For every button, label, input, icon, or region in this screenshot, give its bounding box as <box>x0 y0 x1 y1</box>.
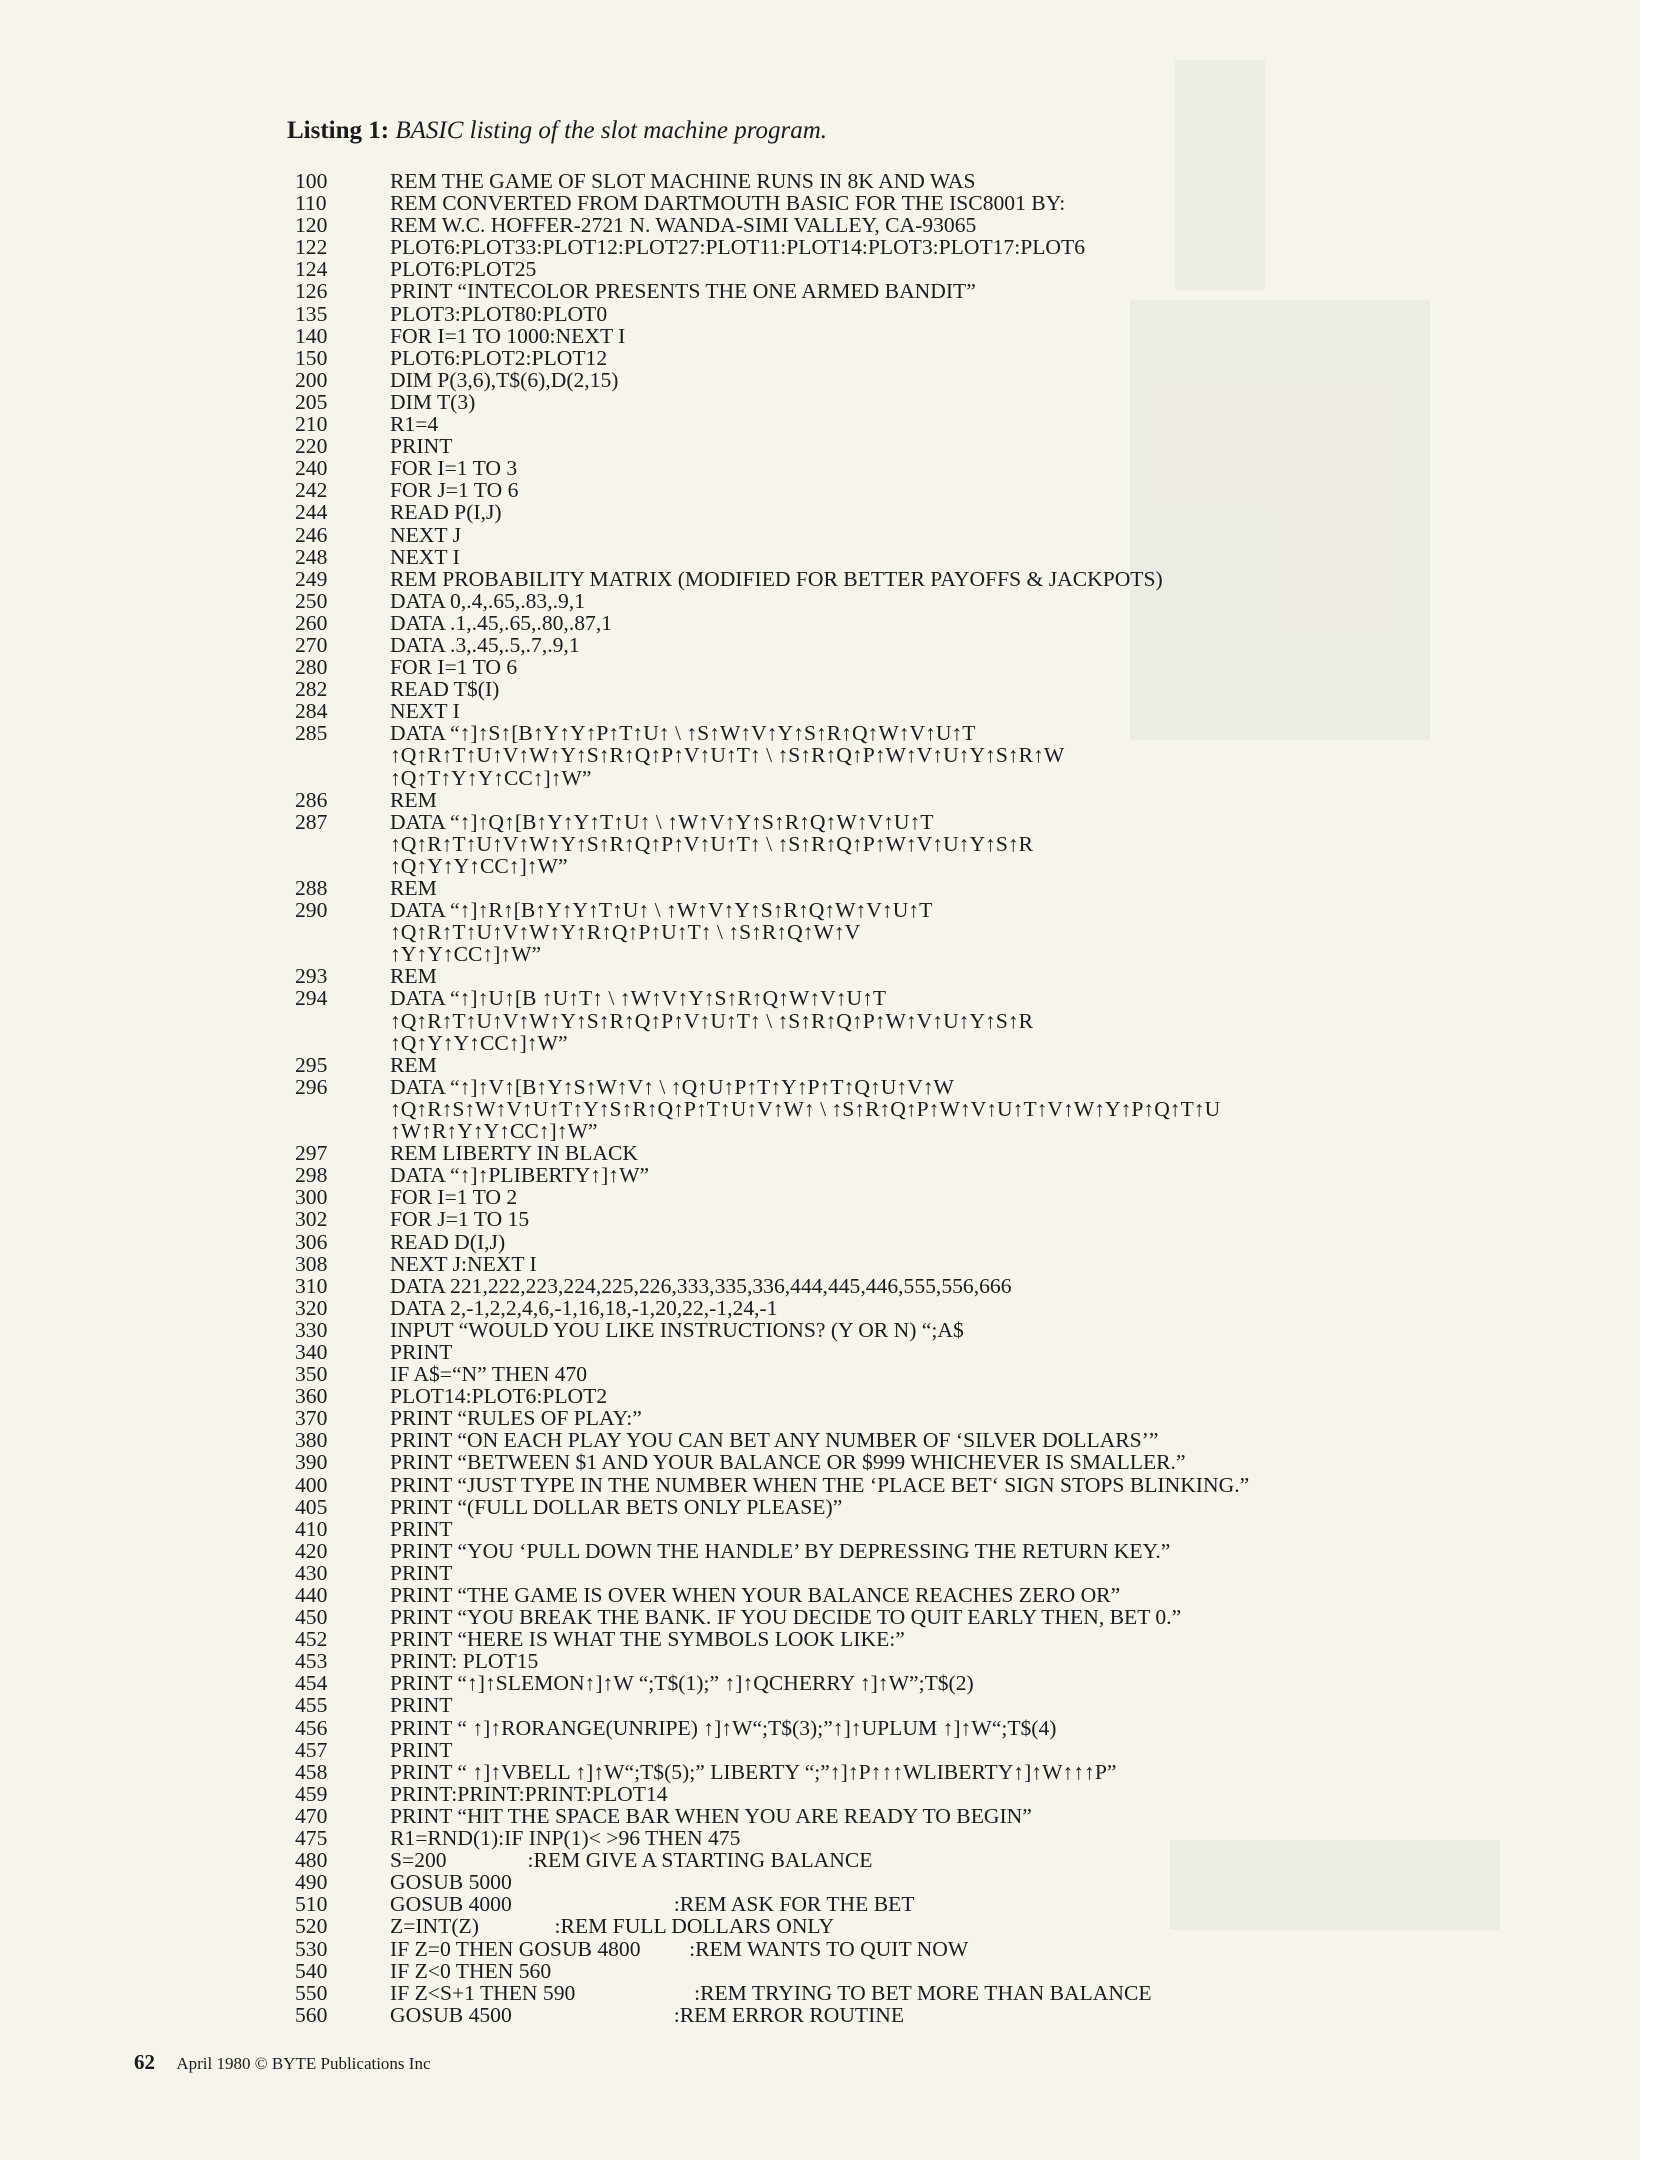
code-line <box>295 1407 1615 1429</box>
line-code: PRINT <box>390 1737 453 1762</box>
line-code: DATA 2,-1,2,2,4,6,-1,16,18,-1,20,22,-1,24,-1 <box>390 1295 778 1320</box>
code-line <box>295 1451 1615 1473</box>
code-line <box>295 767 1615 789</box>
line-number: 452 <box>295 1627 328 1652</box>
line-number: 540 <box>295 1958 328 1983</box>
line-code: REM <box>390 876 437 900</box>
line-code: GOSUB 4500 :REM ERROR ROUTINE <box>390 2002 905 2027</box>
code-line <box>295 280 1615 302</box>
line-code: ↑W↑R↑Y↑Y↑CC↑]↑W” <box>390 1119 598 1144</box>
code-line <box>295 656 1615 678</box>
line-number: 285 <box>295 721 328 746</box>
line-code: FOR I=1 TO 2 <box>390 1185 518 1210</box>
line-code: REM <box>390 964 437 989</box>
code-line <box>295 170 1615 192</box>
line-number: 295 <box>295 1052 328 1077</box>
code-line <box>295 1054 1615 1076</box>
code-line <box>295 501 1615 523</box>
line-number: 220 <box>295 434 328 459</box>
line-code: ↑Q↑T↑Y↑Y↑CC↑]↑W” <box>390 765 592 790</box>
line-number: 294 <box>295 986 328 1011</box>
line-number: 284 <box>295 699 328 724</box>
line-code: PRINT “YOU ‘PULL DOWN THE HANDLE’ BY DEPRESSING THE RETURN KEY.” <box>390 1538 1171 1563</box>
line-code: REM <box>390 1052 437 1077</box>
code-line <box>295 833 1615 855</box>
code-line <box>295 1739 1615 1761</box>
line-number: 244 <box>295 500 328 525</box>
code-line <box>295 1275 1615 1297</box>
line-code: PRINT <box>390 1693 453 1718</box>
code-line <box>295 1960 1615 1982</box>
code-line <box>295 1761 1615 1783</box>
line-code: GOSUB 5000 <box>390 1870 512 1895</box>
line-number: 456 <box>295 1715 328 1740</box>
line-number: 260 <box>295 610 328 635</box>
line-code: DATA “↑]↑PLIBERTY↑]↑W” <box>390 1163 650 1188</box>
line-code: DATA “↑]↑V↑[B↑Y↑S↑W↑V↑ \ ↑Q↑U↑P↑T↑Y↑P↑T↑Q↑U↑V↑W <box>390 1074 954 1099</box>
line-number: 459 <box>295 1781 328 1806</box>
line-number: 458 <box>295 1759 328 1784</box>
line-code: IF Z<S+1 THEN 590 :REM TRYING TO BET MORE THAN BALANCE <box>390 1980 1152 2005</box>
footer-text: April 1980 © BYTE Publications Inc <box>176 2054 431 2073</box>
code-line <box>295 1253 1615 1275</box>
code-line <box>295 1518 1615 1540</box>
line-number: 450 <box>295 1605 328 1630</box>
line-number: 280 <box>295 655 328 680</box>
line-number: 122 <box>295 235 328 260</box>
line-number <box>295 767 390 789</box>
code-line <box>295 634 1615 656</box>
code-line <box>295 1363 1615 1385</box>
line-code: PLOT14:PLOT6:PLOT2 <box>390 1384 608 1409</box>
caption-label: Listing 1: <box>287 117 390 144</box>
line-number: 560 <box>295 2002 328 2027</box>
code-line <box>295 1164 1615 1186</box>
code-line <box>295 258 1615 280</box>
line-code: PRINT <box>390 1516 453 1541</box>
line-number <box>295 921 390 943</box>
line-code: DATA 0,.4,.65,.83,.9,1 <box>390 588 586 613</box>
line-number: 480 <box>295 1848 328 1873</box>
line-code: PRINT “↑]↑SLEMON↑]↑W “;T$(1);” ↑]↑QCHERRY ↑]↑W”;T$(2) <box>390 1671 974 1696</box>
code-listing <box>295 170 1615 2026</box>
line-code: DIM T(3) <box>390 389 476 414</box>
line-number: 310 <box>295 1273 328 1298</box>
code-line <box>295 943 1615 965</box>
line-code: DATA “↑]↑Q↑[B↑Y↑Y↑T↑U↑ \ ↑W↑V↑Y↑S↑R↑Q↑W↑V↑U↑T <box>390 809 934 834</box>
line-code: DATA 221,222,223,224,225,226,333,335,336,444,445,446,555,556,666 <box>390 1273 1012 1298</box>
line-number: 430 <box>295 1560 328 1585</box>
code-line <box>295 347 1615 369</box>
line-number: 457 <box>295 1737 328 1762</box>
line-code: REM PROBABILITY MATRIX (MODIFIED FOR BETTER PAYOFFS & JACKPOTS) <box>390 566 1163 591</box>
line-number: 126 <box>295 279 328 304</box>
code-line <box>295 987 1615 1009</box>
line-code: PRINT “ON EACH PLAY YOU CAN BET ANY NUMBER OF ‘SILVER DOLLARS’” <box>390 1428 1159 1453</box>
line-number: 470 <box>295 1803 328 1828</box>
code-line <box>295 524 1615 546</box>
line-code: NEXT J <box>390 522 461 547</box>
line-number: 302 <box>295 1207 328 1232</box>
line-number: 250 <box>295 588 328 613</box>
code-line <box>295 1893 1615 1915</box>
line-code: PRINT “ ↑]↑RORANGE(UNRIPE) ↑]↑W“;T$(3);”↑]↑UPLUM ↑]↑W“;T$(4) <box>390 1715 1057 1740</box>
code-line <box>295 1540 1615 1562</box>
line-code: READ P(I,J) <box>390 500 502 525</box>
line-number: 453 <box>295 1649 328 1674</box>
line-number: 308 <box>295 1251 328 1276</box>
line-code: GOSUB 4000 :REM ASK FOR THE BET <box>390 1892 915 1917</box>
line-number: 150 <box>295 345 328 370</box>
line-number: 293 <box>295 964 328 989</box>
code-line <box>295 722 1615 744</box>
code-line <box>295 1562 1615 1584</box>
line-code: PLOT6:PLOT25 <box>390 257 537 282</box>
line-number: 370 <box>295 1406 328 1431</box>
line-code: PRINT “(FULL DOLLAR BETS ONLY PLEASE)” <box>390 1494 843 1519</box>
line-code: FOR I=1 TO 3 <box>390 456 518 481</box>
code-line <box>295 590 1615 612</box>
line-code: FOR I=1 TO 6 <box>390 655 518 680</box>
code-line <box>295 1982 1615 2004</box>
line-number: 282 <box>295 677 328 702</box>
line-number: 520 <box>295 1914 328 1939</box>
code-line <box>295 1496 1615 1518</box>
line-code: FOR I=1 TO 1000:NEXT I <box>390 323 626 348</box>
line-number <box>295 1010 390 1032</box>
line-number: 205 <box>295 389 328 414</box>
line-code: DATA “↑]↑U↑[B ↑U↑T↑ \ ↑W↑V↑Y↑S↑R↑Q↑W↑V↑U↑T <box>390 986 887 1011</box>
line-number: 298 <box>295 1163 328 1188</box>
line-number: 248 <box>295 544 328 569</box>
code-line <box>295 236 1615 258</box>
line-number: 249 <box>295 566 328 591</box>
line-code: REM LIBERTY IN BLACK <box>390 1141 639 1166</box>
code-line <box>295 457 1615 479</box>
line-code: ↑Q↑R↑S↑W↑V↑U↑T↑Y↑S↑R↑Q↑P↑T↑U↑V↑W↑ \ ↑S↑R↑Q↑P↑W↑V↑U↑T↑V↑W↑Y↑P↑Q↑T↑U <box>390 1096 1221 1121</box>
line-code: ↑Q↑Y↑Y↑CC↑]↑W” <box>390 1030 568 1055</box>
line-number: 475 <box>295 1826 328 1851</box>
code-line <box>295 1849 1615 1871</box>
line-number: 380 <box>295 1428 328 1453</box>
code-line <box>295 1871 1615 1893</box>
code-line <box>295 1142 1615 1164</box>
code-line <box>295 479 1615 501</box>
line-number: 200 <box>295 367 328 392</box>
line-code: DATA .3,.45,.5,.7,.9,1 <box>390 632 580 657</box>
line-code: PRINT <box>390 434 453 459</box>
code-line <box>295 744 1615 766</box>
line-code: PRINT “INTECOLOR PRESENTS THE ONE ARMED BANDIT” <box>390 279 976 304</box>
line-number: 400 <box>295 1472 328 1497</box>
line-number: 454 <box>295 1671 328 1696</box>
code-line <box>295 1606 1615 1628</box>
line-code: IF Z=0 THEN GOSUB 4800 :REM WANTS TO QUIT NOW <box>390 1936 969 1961</box>
code-line <box>295 1120 1615 1142</box>
page-edge <box>1640 0 1666 2160</box>
code-line <box>295 921 1615 943</box>
code-line <box>295 1474 1615 1496</box>
code-line <box>295 1827 1615 1849</box>
line-number: 300 <box>295 1185 328 1210</box>
line-code: REM W.C. HOFFER-2721 N. WANDA-SIMI VALLEY, CA-93065 <box>390 213 977 238</box>
line-code: FOR J=1 TO 6 <box>390 478 519 503</box>
code-line <box>295 678 1615 700</box>
code-line <box>295 1076 1615 1098</box>
line-code: ↑Q↑R↑T↑U↑V↑W↑Y↑S↑R↑Q↑P↑V↑U↑T↑ \ ↑S↑R↑Q↑P↑W↑V↑U↑Y↑S↑R <box>390 831 1034 856</box>
code-line <box>295 1186 1615 1208</box>
line-number: 455 <box>295 1693 328 1718</box>
code-line <box>295 1805 1615 1827</box>
line-number: 340 <box>295 1339 328 1364</box>
code-line <box>295 1717 1615 1739</box>
code-line <box>295 700 1615 722</box>
code-line <box>295 899 1615 921</box>
line-code: ↑Q↑Y↑Y↑CC↑]↑W” <box>390 853 568 878</box>
line-code: IF A$=“N” THEN 470 <box>390 1362 588 1387</box>
code-line <box>295 1385 1615 1407</box>
line-number <box>295 1120 390 1142</box>
line-code: PRINT “JUST TYPE IN THE NUMBER WHEN THE ‘PLACE BET‘ SIGN STOPS BLINKING.” <box>390 1472 1250 1497</box>
code-line <box>295 877 1615 899</box>
line-number: 420 <box>295 1538 328 1563</box>
line-number: 510 <box>295 1892 328 1917</box>
line-code: PRINT “HIT THE SPACE BAR WHEN YOU ARE READY TO BEGIN” <box>390 1803 1032 1828</box>
line-number: 287 <box>295 809 328 834</box>
line-code: DATA .1,.45,.65,.80,.87,1 <box>390 610 613 635</box>
line-number: 550 <box>295 1980 328 2005</box>
line-code: PRINT:PRINT:PRINT:PLOT14 <box>390 1781 668 1806</box>
line-code: PRINT “RULES OF PLAY:” <box>390 1406 642 1431</box>
code-line <box>295 192 1615 214</box>
line-code: R1=RND(1):IF INP(1)< >96 THEN 475 <box>390 1826 741 1851</box>
code-line <box>295 325 1615 347</box>
line-number <box>295 943 390 965</box>
line-number: 270 <box>295 632 328 657</box>
line-code: REM <box>390 787 437 812</box>
code-line <box>295 965 1615 987</box>
code-line <box>295 413 1615 435</box>
line-code: IF Z<0 THEN 560 <box>390 1958 552 1983</box>
line-code: REM THE GAME OF SLOT MACHINE RUNS IN 8K AND WAS <box>390 169 976 193</box>
line-code: PRINT “BETWEEN $1 AND YOUR BALANCE OR $999 WHICHEVER IS SMALLER.” <box>390 1450 1186 1475</box>
code-line <box>295 1208 1615 1230</box>
line-number: 360 <box>295 1384 328 1409</box>
line-number: 120 <box>295 213 328 238</box>
line-number <box>295 744 390 766</box>
code-line <box>295 1010 1615 1032</box>
line-number: 297 <box>295 1141 328 1166</box>
code-line <box>295 1429 1615 1451</box>
line-code: ↑Q↑R↑T↑U↑V↑W↑Y↑R↑Q↑P↑U↑T↑ \ ↑S↑R↑Q↑W↑V <box>390 920 861 945</box>
code-line <box>295 855 1615 877</box>
line-code: NEXT J:NEXT I <box>390 1251 537 1276</box>
page-number: 62 <box>134 2050 155 2074</box>
line-code: DATA “↑]↑R↑[B↑Y↑Y↑T↑U↑ \ ↑W↑V↑Y↑S↑R↑Q↑W↑V↑U↑T <box>390 898 933 923</box>
code-line <box>295 214 1615 236</box>
line-number: 390 <box>295 1450 328 1475</box>
line-number: 242 <box>295 478 328 503</box>
line-code: PRINT <box>390 1339 453 1364</box>
line-code: PRINT <box>390 1560 453 1585</box>
code-line <box>295 1098 1615 1120</box>
code-line <box>295 1584 1615 1606</box>
code-line <box>295 568 1615 590</box>
line-number: 350 <box>295 1362 328 1387</box>
line-code: ↑Q↑R↑T↑U↑V↑W↑Y↑S↑R↑Q↑P↑V↑U↑T↑ \ ↑S↑R↑Q↑P↑W↑V↑U↑Y↑S↑R <box>390 1008 1034 1033</box>
line-code: PRINT “THE GAME IS OVER WHEN YOUR BALANCE REACHES ZERO OR” <box>390 1583 1121 1607</box>
code-line <box>295 1341 1615 1363</box>
code-line <box>295 1297 1615 1319</box>
code-line <box>295 612 1615 634</box>
line-code: ↑Q↑R↑T↑U↑V↑W↑Y↑S↑R↑Q↑P↑V↑U↑T↑ \ ↑S↑R↑Q↑P↑W↑V↑U↑Y↑S↑R↑W <box>390 743 1065 768</box>
line-number: 290 <box>295 898 328 923</box>
code-line <box>295 435 1615 457</box>
code-line <box>295 546 1615 568</box>
line-number: 135 <box>295 301 328 326</box>
code-line <box>295 1694 1615 1716</box>
line-code: ↑Y↑Y↑CC↑]↑W” <box>390 942 542 967</box>
page-footer <box>134 2050 431 2075</box>
code-line <box>295 391 1615 413</box>
code-line <box>295 1938 1615 1960</box>
line-number: 124 <box>295 257 328 282</box>
caption-text: BASIC listing of the slot machine program. <box>395 117 828 144</box>
line-number: 288 <box>295 876 328 900</box>
line-number: 440 <box>295 1583 328 1607</box>
line-number: 320 <box>295 1295 328 1320</box>
line-code: PLOT6:PLOT33:PLOT12:PLOT27:PLOT11:PLOT14:PLOT3:PLOT17:PLOT6 <box>390 235 1086 260</box>
line-number: 100 <box>295 169 328 193</box>
line-code: PRINT “HERE IS WHAT THE SYMBOLS LOOK LIKE:” <box>390 1627 905 1652</box>
code-line <box>295 1915 1615 1937</box>
code-line <box>295 1672 1615 1694</box>
line-number <box>295 855 390 877</box>
line-code: READ D(I,J) <box>390 1229 506 1254</box>
line-number: 286 <box>295 787 328 812</box>
line-number: 330 <box>295 1317 328 1342</box>
line-number: 240 <box>295 456 328 481</box>
line-number: 246 <box>295 522 328 547</box>
line-number <box>295 833 390 855</box>
line-code: DIM P(3,6),T$(6),D(2,15) <box>390 367 619 392</box>
line-number <box>295 1032 390 1054</box>
line-number <box>295 1098 390 1120</box>
line-number: 405 <box>295 1494 328 1519</box>
line-number: 530 <box>295 1936 328 1961</box>
line-code: Z=INT(Z) :REM FULL DOLLARS ONLY <box>390 1914 835 1939</box>
line-code: READ T$(I) <box>390 677 500 702</box>
line-number: 140 <box>295 323 328 348</box>
line-code: PRINT “YOU BREAK THE BANK. IF YOU DECIDE TO QUIT EARLY THEN, BET 0.” <box>390 1605 1182 1630</box>
code-line <box>295 303 1615 325</box>
code-line <box>295 789 1615 811</box>
line-code: PLOT3:PLOT80:PLOT0 <box>390 301 608 326</box>
code-line <box>295 1783 1615 1805</box>
line-number: 210 <box>295 412 328 437</box>
line-code: INPUT “WOULD YOU LIKE INSTRUCTIONS? (Y OR N) “;A$ <box>390 1317 964 1342</box>
line-code: PRINT “ ↑]↑VBELL ↑]↑W“;T$(5);” LIBERTY “;”↑]↑P↑↑↑WLIBERTY↑]↑W↑↑↑P” <box>390 1759 1117 1784</box>
line-code: S=200 :REM GIVE A STARTING BALANCE <box>390 1848 873 1873</box>
code-line <box>295 1231 1615 1253</box>
code-line <box>295 1650 1615 1672</box>
code-line <box>295 2004 1615 2026</box>
code-line <box>295 369 1615 391</box>
line-code: NEXT I <box>390 544 460 569</box>
code-line <box>295 1628 1615 1650</box>
code-line <box>295 811 1615 833</box>
line-code: R1=4 <box>390 412 439 437</box>
listing-caption <box>287 117 827 145</box>
line-number: 490 <box>295 1870 328 1895</box>
line-code: FOR J=1 TO 15 <box>390 1207 530 1232</box>
code-line <box>295 1032 1615 1054</box>
line-code: NEXT I <box>390 699 460 724</box>
code-line <box>295 1319 1615 1341</box>
line-number: 296 <box>295 1074 328 1099</box>
line-code: PLOT6:PLOT2:PLOT12 <box>390 345 608 370</box>
line-code: REM CONVERTED FROM DARTMOUTH BASIC FOR THE ISC8001 BY: <box>390 191 1066 216</box>
line-code: DATA “↑]↑S↑[B↑Y↑Y↑P↑T↑U↑ \ ↑S↑W↑V↑Y↑S↑R↑Q↑W↑V↑U↑T <box>390 721 976 746</box>
line-code: PRINT: PLOT15 <box>390 1649 539 1674</box>
line-number: 110 <box>295 191 327 216</box>
line-number: 306 <box>295 1229 328 1254</box>
line-number: 410 <box>295 1516 328 1541</box>
